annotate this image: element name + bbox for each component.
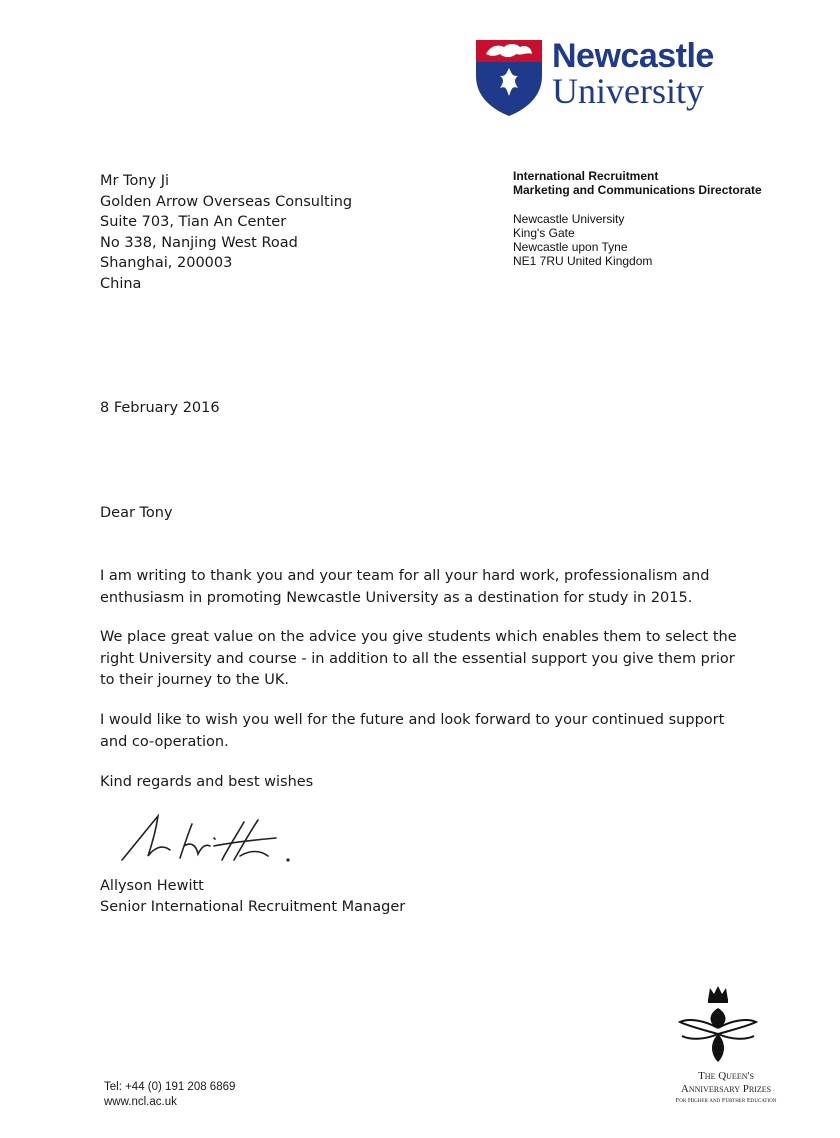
anniversary-prize-text bbox=[664, 1070, 788, 1106]
crown-emblem-icon bbox=[678, 984, 758, 1066]
footer-contact bbox=[104, 1080, 235, 1109]
signer-name: Allyson Hewitt bbox=[100, 878, 204, 894]
department-line-2: Marketing and Communications Directorate bbox=[513, 183, 762, 197]
sender-address-line: Newcastle upon Tyne bbox=[513, 240, 628, 254]
handwritten-signature-icon bbox=[118, 810, 303, 872]
logo-name: Newcastle bbox=[552, 37, 714, 75]
prize-line-2: Anniversary Prizes bbox=[680, 1083, 772, 1095]
recipient-line: No 338, Nanjing West Road bbox=[100, 234, 298, 251]
footer-website: www.ncl.ac.uk bbox=[104, 1095, 177, 1108]
prize-line-3: For Higher and Further Education bbox=[675, 1097, 777, 1104]
sender-address-line: NE1 7RU United Kingdom bbox=[513, 254, 653, 268]
recipient-line: Suite 703, Tian An Center bbox=[100, 214, 287, 230]
sender-address-line: King's Gate bbox=[513, 226, 575, 240]
salutation: Dear Tony bbox=[100, 505, 173, 521]
signer-title: Senior International Recruitment Manager bbox=[100, 899, 406, 915]
prize-line-1: The Queen's bbox=[698, 1070, 754, 1082]
department-line-1: International Recruitment bbox=[513, 169, 659, 183]
recipient-line: China bbox=[100, 275, 142, 292]
department-block bbox=[513, 169, 762, 268]
university-logo bbox=[474, 38, 724, 120]
shield-crest-icon bbox=[474, 38, 544, 118]
body-paragraph-3: I would like to wish you well for the future and look forward to your continued support and co-operation. bbox=[100, 712, 725, 750]
logo-university: University bbox=[552, 71, 704, 111]
recipient-line: Mr Tony Ji bbox=[100, 173, 170, 189]
recipient-line: Shanghai, 200003 bbox=[100, 255, 233, 271]
closing: Kind regards and best wishes bbox=[100, 774, 314, 790]
body-paragraph-1: I am writing to thank you and your team for all your hard work, professionalism and enthusiasm in promoting Newcastle University as a destination for study in 2015. bbox=[100, 568, 710, 606]
sender-address bbox=[513, 212, 762, 268]
body-paragraph-2: We place great value on the advice you give students which enables them to select the right University and course - in addition to all the essential support you give them prior to their journey to the UK. bbox=[100, 629, 737, 688]
footer-telephone: Tel: +44 (0) 191 208 6869 bbox=[104, 1081, 236, 1093]
recipient-address bbox=[100, 171, 352, 294]
recipient-line: Golden Arrow Overseas Consulting bbox=[100, 193, 353, 210]
letter-date: 8 February 2016 bbox=[100, 400, 220, 416]
sender-address-line: Newcastle University bbox=[513, 212, 625, 226]
